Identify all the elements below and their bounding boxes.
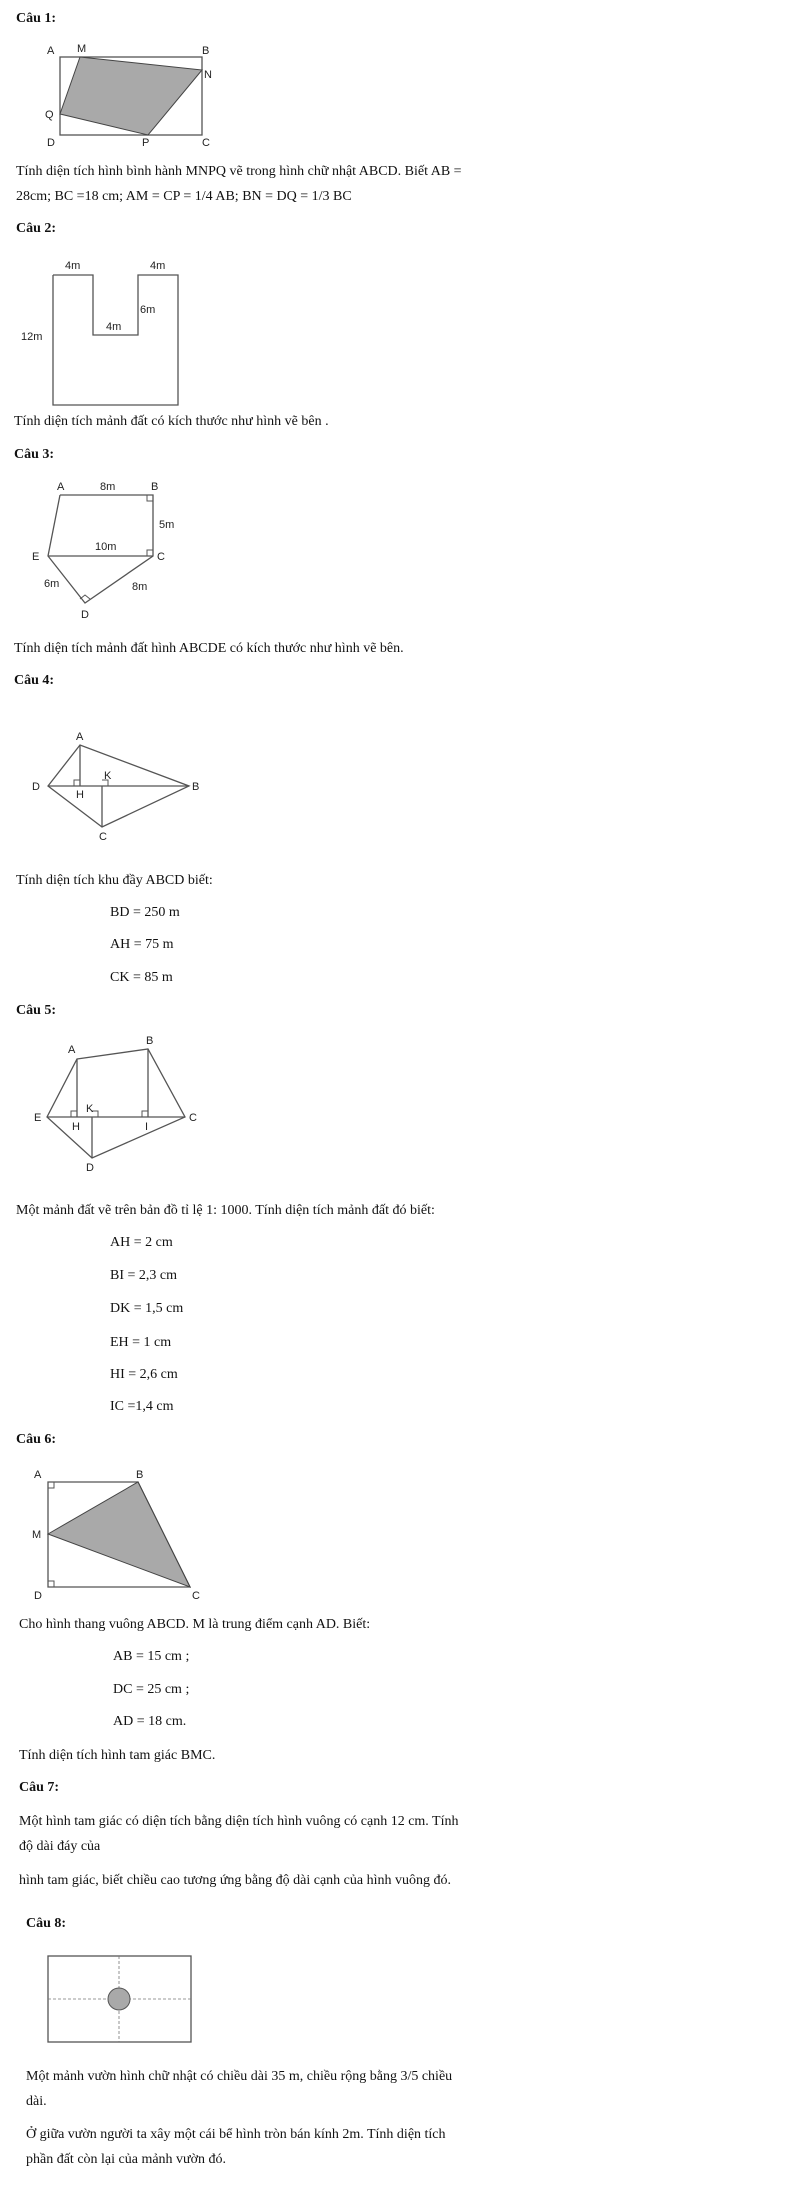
q4-label-h: H: [76, 789, 84, 801]
q2-label-right-inner: 6m: [140, 304, 156, 316]
q2-heading: Câu 2:: [16, 221, 57, 236]
q4-label-a: A: [76, 731, 84, 743]
q2-label-top-left: 4m: [65, 260, 81, 272]
q4-text: Tính diện tích khu đầy ABCD biết:: [16, 873, 213, 888]
q1-label-n: N: [204, 69, 212, 81]
q4-label-b: B: [192, 781, 200, 793]
q6-label-b: B: [136, 1469, 144, 1481]
q5-label-h: H: [72, 1121, 80, 1133]
q1-label-a: A: [47, 45, 55, 57]
q3-label-c: C: [157, 551, 165, 563]
q5-label-c: C: [189, 1112, 197, 1124]
q5-value-hi: HI = 2,6 cm: [110, 1367, 178, 1382]
q4-label-k: K: [104, 770, 112, 782]
q1-text-line2: 28cm; BC =18 cm; AM = CP = 1/4 AB; BN = DQ = 1/3 BC: [16, 189, 352, 204]
q6-heading: Câu 6:: [16, 1432, 57, 1447]
q3-label-e: E: [32, 551, 40, 563]
q7-text-line2: độ dài đáy của: [19, 1839, 101, 1854]
q6-figure: [28, 1462, 228, 1612]
q5-label-d: D: [86, 1162, 94, 1174]
q6-label-c: C: [192, 1590, 200, 1602]
q4-value-ck: CK = 85 m: [110, 970, 173, 985]
q6-text: Cho hình thang vuông ABCD. M là trung điểm cạnh AD. Biết:: [19, 1617, 371, 1632]
q3-label-ec: 10m: [95, 541, 117, 553]
q8-figure: [44, 1950, 204, 2050]
q8-text-line1: Một mảnh vườn hình chữ nhật có chiều dài 35 m, chiều rộng bằng 3/5 chiều: [26, 2069, 453, 2084]
q5-label-b: B: [146, 1035, 154, 1047]
q6-value-ab: AB = 15 cm ;: [113, 1649, 190, 1664]
q3-label-d: D: [81, 609, 89, 621]
q5-heading: Câu 5:: [16, 1003, 57, 1018]
q7-text-line3: hình tam giác, biết chiều cao tương ứng bằng độ dài cạnh của hình vuông đó.: [19, 1873, 451, 1888]
q2-label-top-right: 4m: [150, 260, 166, 272]
q2-label-left: 12m: [21, 331, 43, 343]
q2-figure: [18, 255, 208, 415]
q8-text-line3: Ở giữa vườn người ta xây một cái bể hình tròn bán kính 2m. Tính diện tích: [26, 2127, 446, 2142]
q8-text-line2: dài.: [26, 2094, 47, 2109]
q5-value-ah: AH = 2 cm: [110, 1235, 173, 1250]
q6-value-ad: AD = 18 cm.: [113, 1714, 187, 1729]
q5-label-i: I: [145, 1121, 149, 1133]
q3-label-a: A: [57, 481, 65, 493]
q5-figure: [30, 1033, 230, 1173]
q5-value-ic: IC =1,4 cm: [110, 1399, 174, 1414]
q6-label-m: M: [32, 1529, 42, 1541]
q4-value-bd: BD = 250 m: [110, 905, 180, 920]
q1-label-q: Q: [45, 109, 54, 121]
q7-heading: Câu 7:: [19, 1780, 60, 1795]
pond-circle: [108, 1988, 130, 2010]
q1-figure: [30, 40, 212, 149]
q6-value-dc: DC = 25 cm ;: [113, 1682, 190, 1697]
q1-label-b: B: [202, 45, 210, 57]
q2-text: Tính diện tích mảnh đất có kích thước như hình vẽ bên .: [14, 414, 329, 429]
q3-label-ab: 8m: [100, 481, 116, 493]
q5-label-a: A: [68, 1044, 76, 1056]
q3-figure: [20, 478, 220, 628]
q1-text-line1: Tính diện tích hình bình hành MNPQ vẽ trong hình chữ nhật ABCD. Biết AB =: [16, 164, 462, 179]
q3-text: Tính diện tích mảnh đất hình ABCDE có kích thước như hình vẽ bên.: [14, 641, 404, 656]
q2-label-bottom-inner: 4m: [106, 321, 122, 333]
q3-label-bc: 5m: [159, 519, 175, 531]
q4-label-c: C: [99, 831, 107, 843]
q5-text: Một mảnh đất vẽ trên bản đồ tỉ lệ 1: 1000. Tính diện tích mảnh đất đó biết:: [16, 1203, 435, 1218]
q6-question: Tính diện tích hình tam giác BMC.: [19, 1748, 216, 1763]
q5-label-e: E: [34, 1112, 42, 1124]
q1-label-d: D: [47, 137, 55, 149]
q7-text-line1: Một hình tam giác có diện tích bằng diện tích hình vuông có cạnh 12 cm. Tính: [19, 1814, 459, 1829]
q5-value-dk: DK = 1,5 cm: [110, 1301, 184, 1316]
q1-label-p: P: [142, 137, 150, 149]
q1-label-c: C: [202, 137, 210, 149]
q3-label-dc: 8m: [132, 581, 148, 593]
q1-heading: Câu 1:: [16, 11, 57, 26]
q4-label-d: D: [32, 781, 40, 793]
q8-heading: Câu 8:: [26, 1916, 67, 1931]
q8-text-line4: phần đất còn lại của mảnh vườn đó.: [26, 2152, 227, 2167]
q6-label-a: A: [34, 1469, 42, 1481]
q5-label-k: K: [86, 1103, 94, 1115]
q4-heading: Câu 4:: [14, 673, 55, 688]
q4-value-ah: AH = 75 m: [110, 937, 174, 952]
q3-label-ed: 6m: [44, 578, 60, 590]
q3-heading: Câu 3:: [14, 447, 55, 462]
q1-label-m: M: [77, 43, 87, 55]
q5-value-eh: EH = 1 cm: [110, 1335, 172, 1350]
q4-figure: [22, 728, 222, 848]
q5-value-bi: BI = 2,3 cm: [110, 1268, 177, 1283]
q3-label-b: B: [151, 481, 159, 493]
q6-label-d: D: [34, 1590, 42, 1602]
